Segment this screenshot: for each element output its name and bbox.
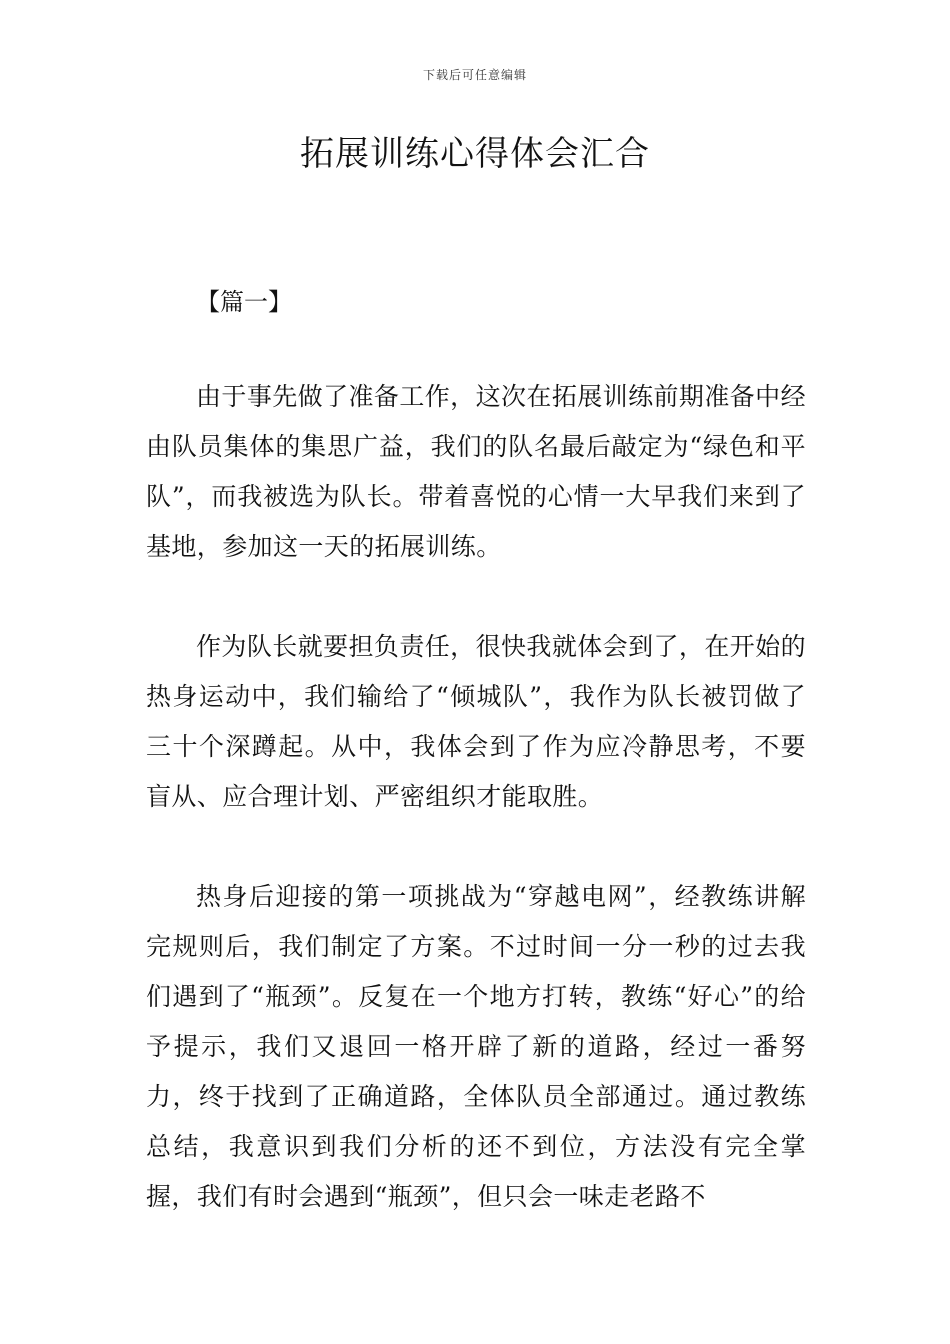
document-body bbox=[146, 372, 806, 1272]
paragraph-1: 由于事先做了准备工作，这次在拓展训练前期准备中经由队员集体的集思广益，我们的队名最后敲定为“绿色和平队”，而我被选为队长。带着喜悦的心情一大早我们来到了基地，参加这一天的拓展训练。 bbox=[146, 382, 806, 561]
header-note: 下载后可任意编辑 bbox=[422, 68, 527, 82]
section-label: 【篇一】 bbox=[196, 288, 292, 316]
paragraph-3: 热身后迎接的第一项挑战为“穿越电网”，经教练讲解完规则后，我们制定了方案。不过时间一分一秒的过去我们遇到了“瓶颈”。反复在一个地方打转，教练“好心”的给予提示，我们又退回一格开辟了新的道路，经过一番努力，终于找到了正确道路，全体队员全部通过。通过教练总结，我意识到我们分析的还不到位，方法没有完全掌握，我们有时会遇到“瓶颈”，但只会一味走老路不 bbox=[146, 882, 806, 1211]
paragraph-2: 作为队长就要担负责任，很快我就体会到了，在开始的热身运动中，我们输给了“倾城队”，我作为队长被罚做了三十个深蹲起。从中，我体会到了作为应冷静思考，不要盲从、应合理计划、严密组织才能取胜。 bbox=[146, 632, 806, 811]
document-title: 拓展训练心得体会汇合 bbox=[300, 134, 650, 174]
